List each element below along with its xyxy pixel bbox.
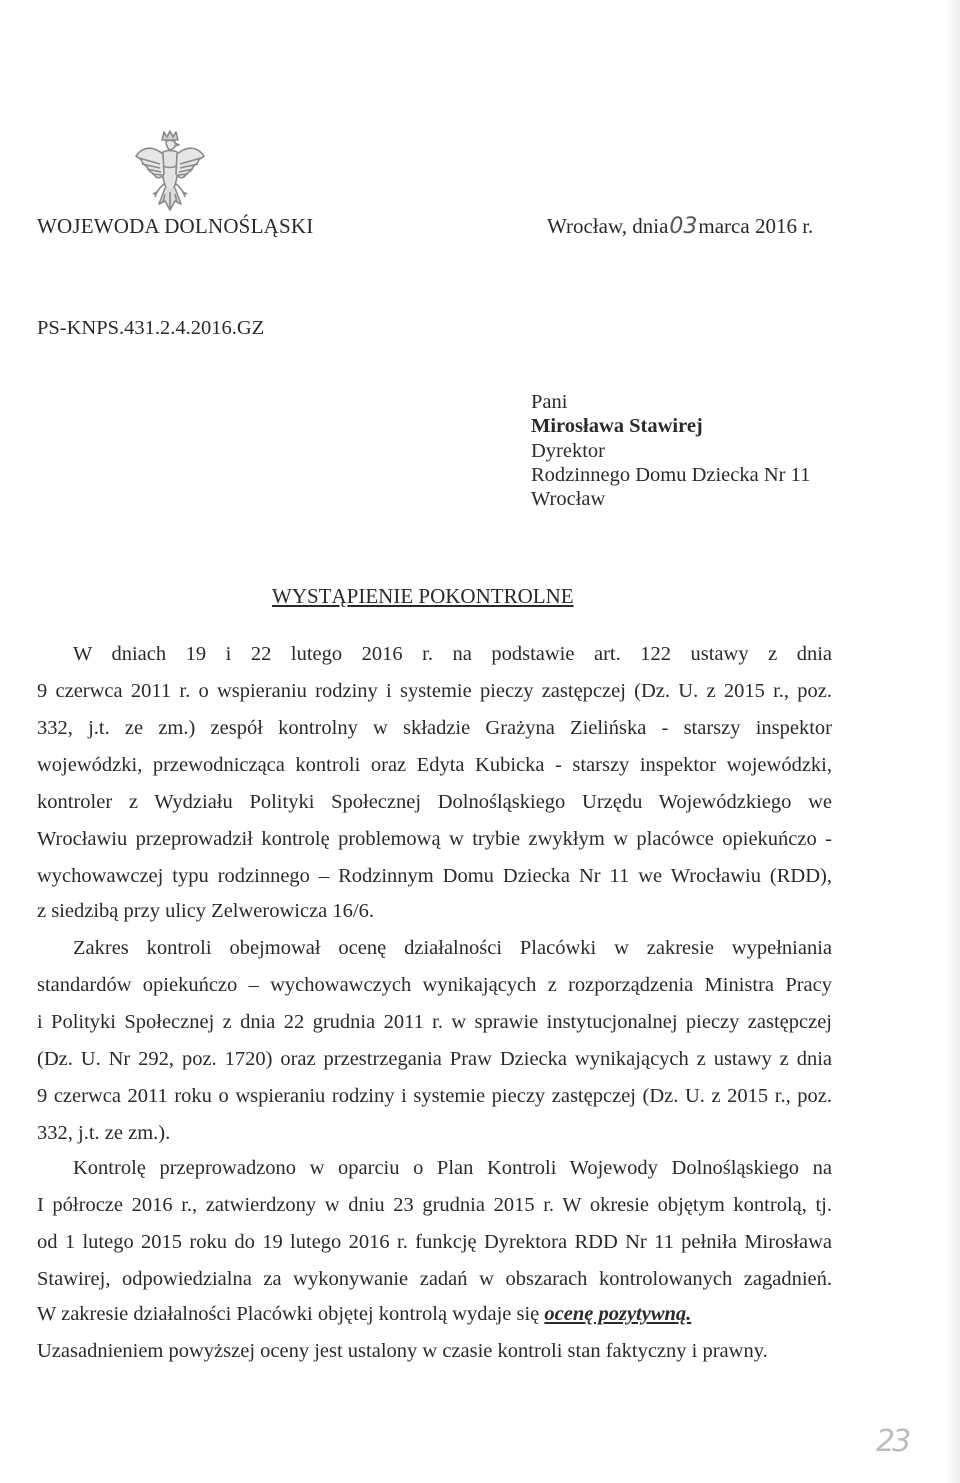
assessment-result: ocenę pozytywną. <box>544 1303 692 1325</box>
body-line: W dniach 19 i 22 lutego 2016 r. na podstawie art. 122 ustawy z dnia <box>73 643 832 665</box>
body-line: od 1 lutego 2015 roku do 19 lutego 2016 r. funkcję Dyrektora RDD Nr 11 pełniła Mirosława <box>37 1231 832 1253</box>
body-line: Zakres kontroli obejmował ocenę działalności Placówki w zakresie wypełniania <box>73 937 832 959</box>
handwritten-page-number: 23 <box>876 1424 909 1459</box>
conclusion-line: Uzasadnieniem powyższej oceny jest ustalony w czasie kontroli stan faktyczny i prawny. <box>37 1340 768 1362</box>
body-line: Kontrolę przeprowadzono w oparciu o Plan Kontroli Wojewody Dolnośląskiego na <box>73 1157 832 1179</box>
document-title: WYSTĄPIENIE POKONTROLNE <box>272 584 574 608</box>
body-line: z siedzibą przy ulicy Zelwerowicza 16/6. <box>37 900 374 922</box>
body-line: kontroler z Wydziału Polityki Społecznej Dolnośląskiego Urzędu Wojewódzkiego we <box>37 791 832 813</box>
assessment-line <box>37 1303 832 1326</box>
eagle-emblem-icon <box>133 128 207 222</box>
addressee-salutation: Pani <box>531 391 568 413</box>
body-line: I półrocze 2016 r., zatwierdzony w dniu 23 grudnia 2015 r. W okresie objętym kontrolą, tj. <box>37 1194 832 1216</box>
body-line: wojewódzki, przewodnicząca kontroli oraz Edyta Kubicka - starszy inspektor wojewódzki, <box>37 754 832 776</box>
body-line: standardów opiekuńczo – wychowawczych wynikających z rozporządzenia Ministra Pracy <box>37 974 832 996</box>
body-line: 9 czerwca 2011 r. o wspieraniu rodziny i systemie pieczy zastępczej (Dz. U. z 2015 r., poz. <box>37 680 832 702</box>
body-line: 332, j.t. ze zm.). <box>37 1122 171 1144</box>
date-prefix: Wrocław, dnia <box>547 214 669 238</box>
addressee-name: Mirosława Stawirej <box>531 415 703 437</box>
page-edge-shadow <box>946 0 960 1483</box>
addressee-institution: Rodzinnego Domu Dziecka Nr 11 <box>531 464 811 486</box>
date-day-handwritten: 03 <box>669 214 698 239</box>
assessment-prefix: W zakresie działalności Placówki objętej kontrolą wydaje się <box>37 1303 545 1325</box>
dateline <box>547 214 813 239</box>
body-line: Wrocławiu przeprowadził kontrolę problemową w trybie zwykłym w placówce opiekuńczo - <box>37 828 832 850</box>
issuing-authority: WOJEWODA DOLNOŚLĄSKI <box>37 214 314 238</box>
date-suffix: marca 2016 r. <box>698 214 814 238</box>
body-line: Stawirej, odpowiedzialna za wykonywanie zadań w obszarach kontrolowanych zagadnień. <box>37 1268 832 1290</box>
body-line: 9 czerwca 2011 roku o wspieraniu rodziny i systemie pieczy zastępczej (Dz. U. z 2015 r., poz. <box>37 1085 832 1107</box>
reference-number: PS-KNPS.431.2.4.2016.GZ <box>37 317 265 339</box>
body-line: 332, j.t. ze zm.) zespół kontrolny w składzie Grażyna Zielińska - starszy inspektor <box>37 717 832 739</box>
addressee-city: Wrocław <box>531 488 606 510</box>
body-line: (Dz. U. Nr 292, poz. 1720) oraz przestrzegania Praw Dziecka wynikających z ustawy z dnia <box>37 1048 832 1070</box>
body-line: wychowawczej typu rodzinnego – Rodzinnym Domu Dziecka Nr 11 we Wrocławiu (RDD), <box>37 865 832 887</box>
body-line: i Polityki Społecznej z dnia 22 grudnia 2011 r. w sprawie instytucjonalnej pieczy zastępczej <box>37 1011 832 1033</box>
addressee-role: Dyrektor <box>531 440 606 462</box>
